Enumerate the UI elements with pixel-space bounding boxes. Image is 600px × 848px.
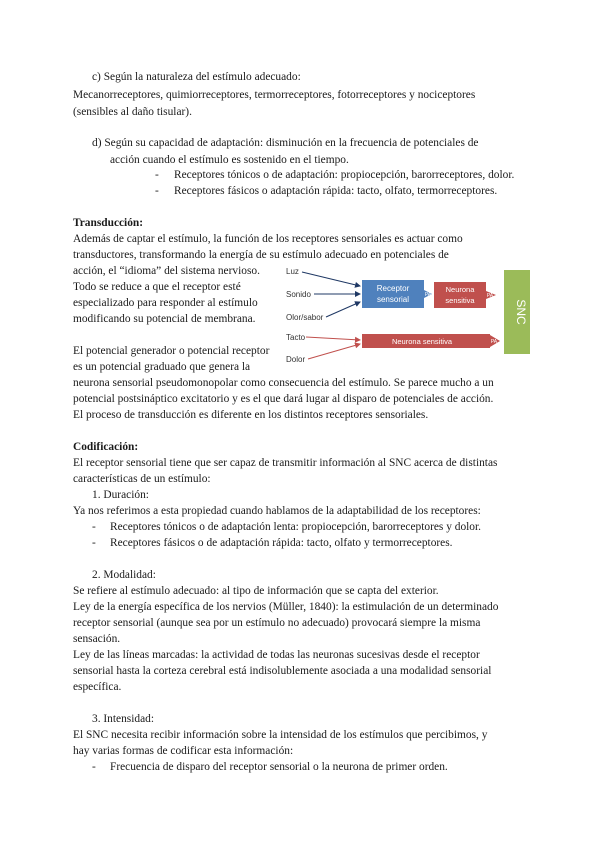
pa-label: PA (490, 339, 498, 345)
section-d-bullet: Receptores fásicos o adaptación rápida: tacto, olfato, termorreceptores. (174, 185, 498, 197)
codificacion-text: características de un estímulo: (73, 473, 211, 485)
codificacion-title: Codificación: (73, 441, 139, 453)
bullet-dash: - (92, 521, 96, 533)
arrow-luz (302, 272, 360, 286)
modalidad-text: sensación. (73, 633, 121, 645)
bullet-dash: - (92, 761, 96, 773)
transduccion-text: El proceso de transducción es diferente en los distintos receptores sensoriales. (73, 409, 429, 421)
stimulus-label-tacto: Tacto (286, 333, 306, 342)
intensidad-bullet: Frecuencia de disparo del receptor sensorial o la neurona de primer orden. (110, 761, 448, 773)
modalidad-heading: 2. Modalidad: (92, 569, 156, 581)
duracion-bullet: Receptores fásicos o de adaptación rápida: tacto, olfato y termorreceptores. (110, 537, 453, 549)
duracion-text: Ya nos referimos a esta propiedad cuando hablamos de la adaptabilidad de los receptores: (73, 505, 481, 517)
intensidad-text: hay varias formas de codificar esta información: (73, 745, 294, 757)
pa-label: PA (486, 293, 494, 299)
section-c-heading: c) Según la naturaleza del estímulo adecuado: (92, 71, 301, 83)
section-c-text: Mecanorreceptores, quimiorreceptores, termorreceptores, fotorreceptores y nociceptores (73, 89, 476, 101)
transduccion-text: es un potencial graduado que genera la (73, 361, 251, 373)
arrow-olor (326, 302, 360, 317)
transduccion-text: modificando su potencial de membrana. (73, 313, 256, 325)
transduccion-text: Además de captar el estímulo, la función de los receptores sensoriales es actuar como (73, 233, 463, 245)
arrow-dolor (308, 344, 360, 359)
transduccion-text: acción, el “idioma” del sistema nervioso. (73, 265, 260, 277)
transduccion-text: El potencial generador o potencial receptor (73, 345, 270, 357)
modalidad-text: Ley de las líneas marcadas: la actividad de todas las neuronas sucesivas desde el receptor (73, 649, 480, 661)
modalidad-text: Ley de la energía específica de los nervios (Müller, 1840): la estimulación de un determinado (73, 601, 499, 613)
bullet-dash: - (155, 169, 159, 181)
modalidad-text: específica. (73, 681, 122, 693)
duracion-bullet: Receptores tónicos o de adaptación lenta: propiocepción, barorreceptores y dolor. (110, 521, 482, 533)
transduccion-title: Transducción: (73, 217, 144, 229)
duracion-heading: 1. Duración: (92, 489, 149, 501)
transduccion-text: Todo se reduce a que el receptor esté (73, 281, 241, 293)
stimulus-label-olor: Olor/sabor (286, 313, 324, 322)
codificacion-text: El receptor sensorial tiene que ser capaz de transmitir información al SNC acerca de distintas (73, 457, 498, 469)
neurona-label: Neurona (445, 285, 475, 294)
modalidad-text: Se refiere al estímulo adecuado: al tipo de información que se capta del exterior. (73, 585, 439, 597)
arrow-tacto (306, 337, 360, 340)
bullet-dash: - (155, 185, 159, 197)
neurona-bottom-label: Neurona sensitiva (391, 337, 453, 346)
stimulus-label-sonido: Sonido (286, 290, 311, 299)
snc-label: SNC (514, 299, 528, 325)
transduccion-text: potencial postsináptico excitatorio y es el que dará lugar al disparo de potenciales de acción. (73, 393, 494, 405)
modalidad-text: sensorial hasta la corteza cerebral está indisolublemente asociada a una modalidad sensorial (73, 665, 492, 677)
intensidad-text: El SNC necesita recibir información sobre la intensidad de los estímulos que percibimos, y (73, 729, 488, 741)
neurona-label: sensitiva (445, 296, 475, 305)
section-c-text: (sensibles al daño tisular). (73, 106, 192, 118)
transduccion-text: transductores, transformando la energía de su estímulo adecuado en potenciales de (73, 249, 449, 261)
section-d-text: acción cuando el estímulo es sostenido en el tiempo. (110, 154, 349, 166)
intensidad-heading: 3. Intensidad: (92, 713, 155, 725)
section-d-heading: d) Según su capacidad de adaptación: disminución en la frecuencia de potenciales de (92, 137, 479, 149)
stimulus-label-luz: Luz (286, 267, 299, 276)
receptor-label: sensorial (376, 295, 410, 304)
modalidad-text: receptor sensorial (aunque sea por un estímulo no adecuado) provocará siempre la misma (73, 617, 481, 629)
bullet-dash: - (92, 537, 96, 549)
transduccion-text: neurona sensorial pseudomonopolar como consecuencia del estímulo. Se parece mucho a un (73, 377, 494, 389)
pa-label: PA (424, 292, 432, 298)
section-d-bullet: Receptores tónicos o de adaptación: propiocepción, barorreceptores, dolor. (174, 169, 515, 181)
transduction-diagram (284, 262, 532, 366)
receptor-label: Receptor (376, 284, 410, 293)
stimulus-label-dolor: Dolor (286, 355, 306, 364)
transduccion-text: especializado para responder al estímulo (73, 297, 258, 309)
